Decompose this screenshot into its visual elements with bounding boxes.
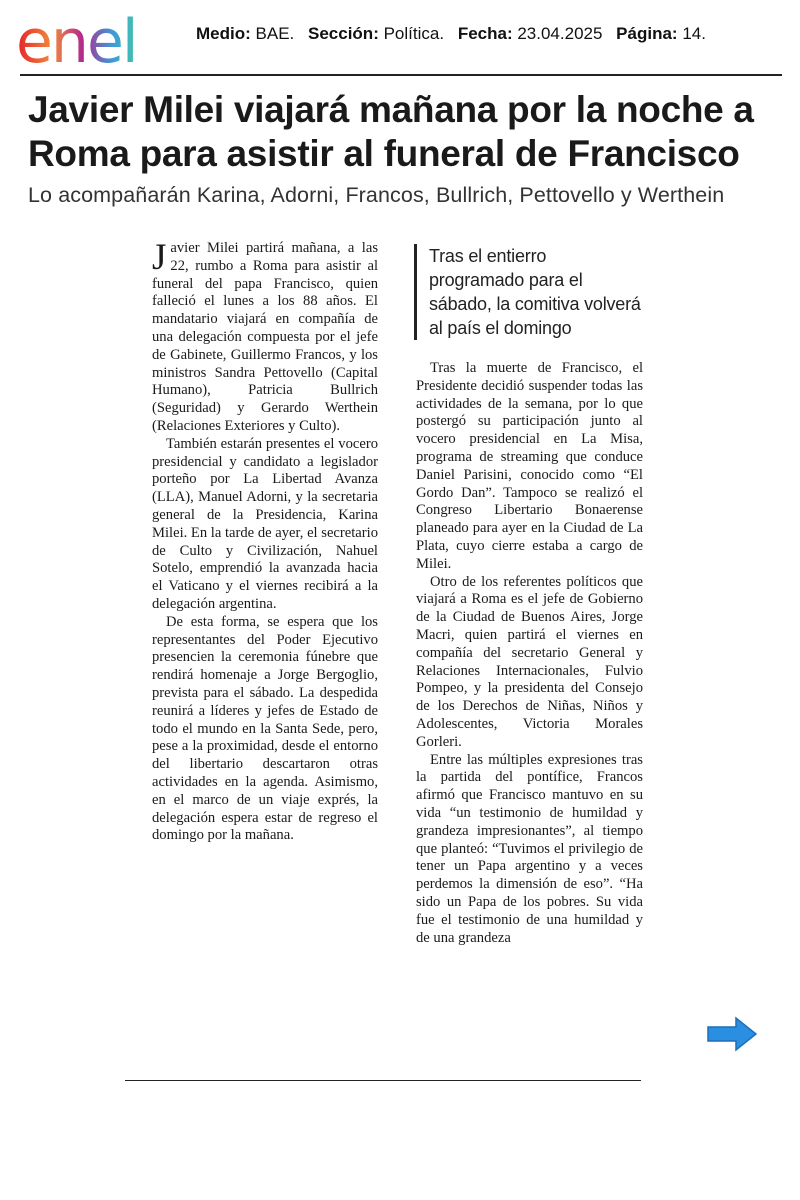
article-column-2 (416, 360, 643, 947)
article-subhead: Lo acompañarán Karina, Adorni, Francos, Bullrich, Pettovello y Werthein (28, 183, 725, 207)
medio-value: BAE. (255, 24, 295, 43)
article-column-1 (152, 237, 378, 845)
footer-divider (125, 1080, 641, 1081)
clipping-metadata (196, 24, 715, 44)
seccion-value: Política. (383, 24, 445, 43)
paragraph: Entre las múltiples expresiones tras la partida del pontífice, Francos afirmó que Francisco mantuvo en su vida “un testimonio de humildad y grandeza impresionantes”, al tiempo que planteó: “Tuvimos el privilegio de tener un Papa argentino y a veces perdemos la dimensión de eso”. “Ha sido un Papa de los pobres. Su vida fue el testimonio de una humildad y de una grandeza (416, 751, 643, 946)
paragraph (152, 237, 378, 436)
seccion-label: Sección: (308, 24, 379, 43)
fecha-label: Fecha: (457, 24, 513, 43)
paragraph: También estarán presentes el vocero presidencial y candidato a legislador porteño por La Libertad Avanza (LLA), Manuel Adorni, y la secretaria general de la Presidencia, Karina Milei. En la tarde de ayer, el secretario de Culto y Civilización, Nahuel Sotelo, emprendió la avanzada hacia el Vaticano y el viernes recibirá a la delegación argentina. (152, 435, 378, 612)
medio-label: Medio: (196, 24, 251, 43)
pull-quote: Tras el entierro programado para el sábado, la comitiva volverá al país el domingo (414, 244, 646, 340)
header-divider (20, 74, 782, 76)
fecha-value: 23.04.2025 (517, 24, 603, 43)
article-headline: Javier Milei viajará mañana por la noche a Roma para asistir al funeral de Francisco (28, 89, 754, 174)
paragraph: Tras la muerte de Francisco, el Presidente decidió suspender todas las actividades de la semana, por lo que postergó su participación junto al vocero presidencial en La Misa, programa de streaming que conduce Daniel Parisini, conocido como “El Gordo Dan”. Tampoco se realizó el Congreso Libertario Bonaerense planeado para ayer en la Ciudad de La Plata, cuyo cierre estaba a cargo de Milei. (416, 360, 643, 572)
clipping-header (0, 0, 800, 76)
paragraph: Otro de los referentes políticos que viajará a Roma es el jefe de Gobierno de la Ciudad de Buenos Aires, Jorge Macri, quien partirá el viernes en compañía del secretario General y Relaciones Internacionales, Fulvio Pompeo, y la presidenta del Consejo de los Derechos de Niñas, Niños y Adolescentes, Victoria Morales Gorleri. (416, 573, 643, 750)
enel-logo (14, 8, 174, 68)
pagina-value: 14. (682, 24, 706, 43)
logo-text: enel (16, 8, 137, 68)
paragraph-text: avier Milei partirá mañana, a las 22, rumbo a Roma para asistir al funeral del papa Francisco, quien falleció el lunes a los 88 años. El mandatario viajará en compañía de una delegación compuesta por el jefe de Gabinete, Guillermo Francos, y los ministros Sandra Pettovello (Capital Humano), Patricia Bullrich (Seguridad) y Gerardo Werthein (Relaciones Exteriores y Culto). (152, 240, 378, 434)
paragraph: De esta forma, se espera que los representantes del Poder Ejecutivo presencien la ceremonia fúnebre que rendirá homenaje a Jorge Bergoglio, prevista para el sábado. La despedida reunirá a líderes y jefes de Estado de todo el mundo en la Santa Sede, pero, pese a la proximidad, desde el entorno del libertario descartaron otras actividades en la agenda. Asimismo, en el marco de un viaje exprés, la delegación espera estar de regreso el domingo por la mañana. (152, 613, 378, 844)
right-arrow-icon[interactable] (706, 1016, 758, 1052)
pagina-label: Página: (616, 24, 678, 43)
drop-cap: J (152, 237, 167, 278)
